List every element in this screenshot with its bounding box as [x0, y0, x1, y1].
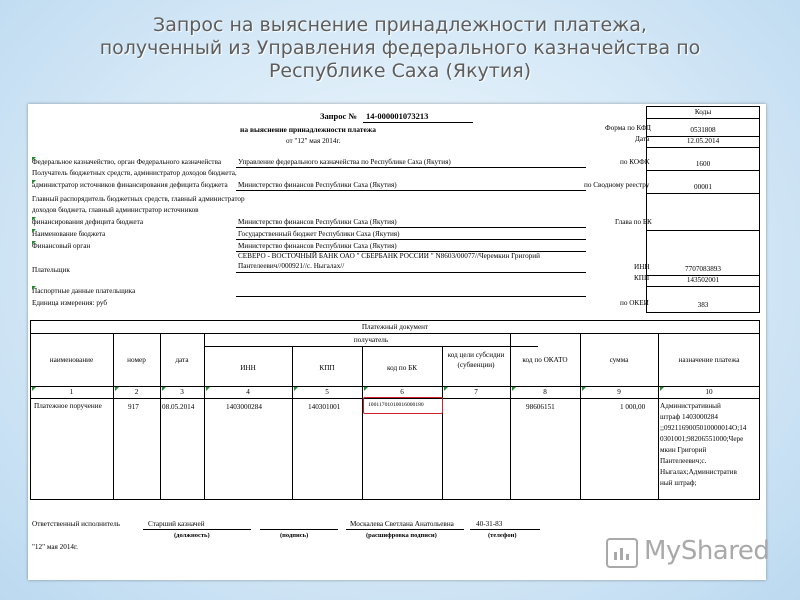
table-group-header: Платежный документ — [361, 323, 429, 331]
col-header-number: номер — [127, 356, 146, 364]
slide-title-line-3: Республике Саха (Якутия) — [268, 60, 532, 82]
slide-title-line-1: Запрос на выяснение принадлежности платежа, — [153, 14, 647, 36]
col-number-5: 5 — [325, 388, 329, 396]
field-label-4: доходов бюджета, главный администратор источников — [32, 206, 199, 214]
myshared-logo — [606, 538, 776, 568]
payer-value-line1: СЕВЕРО - ВОСТОЧНЫЙ БАНК ОАО " СБЕРБАНК РОССИИ " N8603/00077//Черемкин Григорий — [238, 252, 540, 260]
field-label-5: финансирования дефицита бюджета — [32, 218, 144, 226]
col-header-kbk: код по БК — [386, 364, 418, 372]
caption-position: (должность) — [174, 532, 210, 539]
payment-table — [30, 320, 762, 505]
code-label-kofk: по КОФК — [620, 158, 650, 166]
col-header-purpose: назначение платежа — [678, 356, 740, 364]
field-value-6: Государственный бюджет Республики Саха (Якутия) — [238, 230, 400, 238]
field-label-1: Получатель бюджетных средств, администратор доходов бюджета, — [32, 169, 237, 177]
row-sum: 1 000,00 — [620, 403, 646, 411]
field-value-2: Министерство финансов Республики Саха (Якутия) — [238, 181, 397, 189]
code-value-kpp: 143502001 — [647, 275, 759, 287]
code-value-glava — [647, 219, 759, 231]
row-purpose-line: Административный — [660, 402, 721, 410]
row-purpose-line: штраф 1403000284 — [660, 413, 718, 421]
col-number-7: 7 — [474, 388, 478, 396]
slide-title — [40, 14, 760, 83]
codes-box — [646, 106, 760, 313]
payer-value-line2: Пантелеевич//000921//с. Ныгалах// — [238, 262, 345, 270]
row-doc-date: 08.05.2014 — [162, 403, 195, 411]
presentation-icon — [606, 538, 638, 568]
col-header-date: дата — [175, 356, 189, 364]
field-value-0: Управление федерального казначейства по Республике Саха (Якутия) — [238, 158, 451, 166]
row-inn: 1403000284 — [226, 403, 262, 411]
row-purpose-line: Ныгалах;Административ — [660, 468, 737, 476]
caption-signature: (подпись) — [280, 532, 309, 539]
responsible-name: Москалева Светлана Анатольевна — [350, 520, 454, 528]
row-purpose-line: ;;0921169005010000014О;14 — [660, 424, 747, 432]
responsible-position: Старший казначей — [148, 520, 205, 528]
caption-phone: (телефон) — [488, 532, 517, 539]
row-okato: 98606151 — [526, 403, 555, 411]
row-purpose-line: мкин Григорий — [660, 446, 707, 454]
code-value-reestr: 00001 — [647, 182, 759, 194]
col-header-subsidy: код цели субсидии (субвенции) — [447, 351, 505, 369]
code-value-kfd: 0531808 — [647, 125, 759, 137]
field-value-5: Министерство финансов Республики Саха (Якутия) — [238, 218, 397, 226]
code-label-inn: ИНН — [634, 263, 650, 271]
passport-label: Паспортные данные плательщика — [32, 287, 136, 295]
col-number-6: 6 — [400, 388, 404, 396]
col-header-okato: код по ОКАТО — [522, 356, 568, 364]
kbk-highlight — [363, 397, 443, 414]
code-label-okei: по ОКЕИ — [620, 299, 649, 307]
row-purpose-line: 0301001;98206551000;Чере — [660, 435, 744, 443]
code-value-kofk: 1600 — [647, 159, 759, 171]
responsible-phone: 40-31-83 — [476, 520, 503, 528]
field-label-7: Финансовый орган — [32, 242, 91, 250]
code-label-kfd: Форма по КФД — [605, 124, 651, 132]
code-label-date: Дата — [635, 135, 650, 143]
slide-title-line-2: полученный из Управления федерального казначейства по — [99, 37, 701, 59]
col-number-10: 10 — [705, 388, 713, 396]
row-purpose-line: Пантелеевич;с. — [660, 457, 707, 465]
col-header-sum: сумма — [609, 356, 629, 364]
col-number-4: 4 — [246, 388, 250, 396]
row-doc-number: 917 — [128, 403, 139, 411]
col-number-8: 8 — [543, 388, 547, 396]
row-purpose — [660, 401, 746, 489]
code-label-reestr: по Сводному реестру — [584, 181, 650, 189]
unit-label: Единица измерения: руб — [32, 299, 107, 307]
col-number-2: 2 — [134, 388, 139, 396]
col-header-inn: ИНН — [240, 364, 256, 372]
request-number: 14-000001073213 — [366, 111, 429, 121]
field-label-3: Главный распорядитель бюджетных средств, главный администратор — [32, 195, 245, 203]
code-label-glava: Глава по БК — [615, 218, 652, 226]
row-kpp: 140301001 — [308, 403, 341, 411]
code-value-inn: 7707083893 — [647, 264, 759, 276]
footer-date: "12" мая 2014г. — [32, 543, 78, 551]
field-label-6: Наименование бюджета — [32, 230, 106, 238]
row-doc-name: Платежное поручение — [34, 402, 102, 410]
myshared-logo-text: MyShared — [644, 536, 770, 566]
col-header-kpp: КПП — [319, 364, 335, 372]
request-heading: Запрос № — [320, 111, 357, 121]
row-purpose-line: ный штраф; — [660, 479, 697, 487]
field-label-0: Федеральное казначейство, орган Федерального казначейства — [32, 158, 222, 166]
code-value-okei: 383 — [697, 301, 709, 309]
request-subtitle: на выяснение принадлежности платежа — [240, 125, 376, 134]
table-recipient-header: получатель — [353, 336, 389, 344]
caption-name: (расшифровка подписи) — [366, 532, 437, 539]
field-value-7: Министерство финансов Республики Саха (Якутия) — [238, 242, 397, 250]
request-document — [28, 104, 766, 580]
row-kbk: 10011701010016000180 — [368, 402, 424, 408]
code-value-date: 12.05.2014 — [647, 136, 759, 148]
col-number-3: 3 — [180, 388, 184, 396]
payer-label: Плательщик — [32, 266, 70, 274]
col-number-1: 1 — [69, 388, 74, 396]
col-header-name: наименование — [49, 356, 94, 364]
request-date-line: от "12" мая 2014г. — [286, 137, 341, 145]
field-label-2: администратор источников финансирования дефицита бюджета — [32, 181, 228, 189]
responsible-label: Ответственный исполнитель — [32, 520, 120, 528]
codes-header: Коды — [647, 107, 759, 119]
code-label-kpp: КПП — [634, 274, 650, 282]
col-number-9: 9 — [617, 388, 621, 396]
